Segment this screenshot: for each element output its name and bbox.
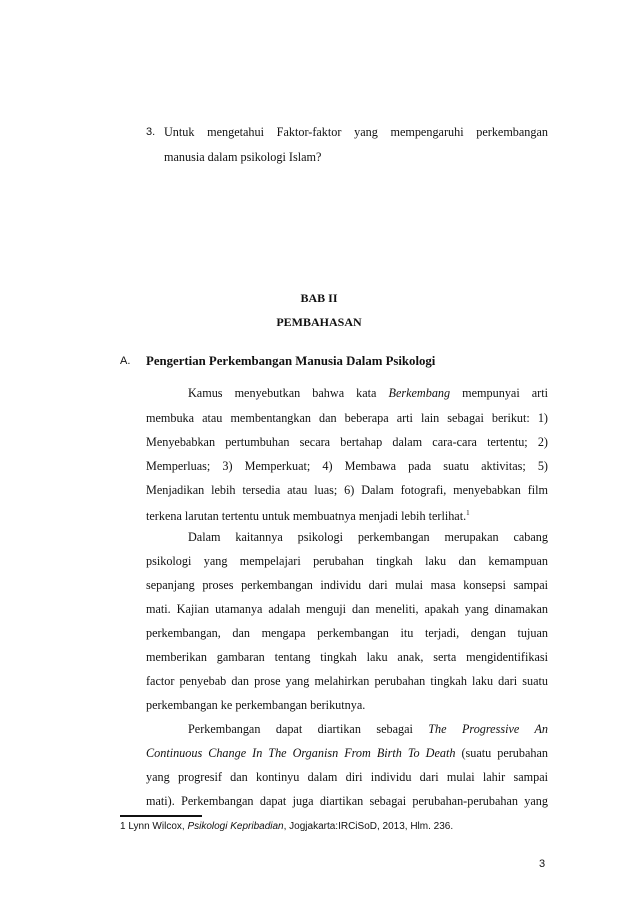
italic-term: Continuous Change In The Organisn From Birth To Death [146, 746, 456, 760]
paragraph-line: mati). Perkembangan dapat juga diartikan sebagai perubahan-perubahan yang [146, 794, 548, 808]
text-run: 1 Lynn Wilcox, [120, 821, 188, 832]
paragraph-line: Menjadikan lebih tersedia atau luas; 6) Dalam fotografi, menyebabkan film [146, 483, 548, 497]
paragraph-line: perkembangan, dan mengapa perkembangan itu terjadi, dengan tujuan [146, 626, 548, 640]
paragraph-line [188, 385, 548, 401]
paragraph-line: sepanjang proses perkembangan individu dari mulai masa konsepsi sampai [146, 578, 548, 592]
italic-term: Psikologi Kepribadian [187, 821, 284, 832]
list-item-line: manusia dalam psikologi Islam? [164, 150, 322, 164]
footnote [120, 821, 453, 832]
paragraph-line [188, 721, 548, 737]
text-run: Perkembangan dapat diartikan sebagai [188, 722, 429, 736]
footnote-separator [120, 815, 202, 817]
paragraph-line: yang progresif dan kontinyu dalam diri individu dari mulai lahir sampai [146, 770, 548, 784]
text-run: Kamus menyebutkan bahwa kata [188, 386, 389, 400]
italic-term: The Progressive An [428, 722, 548, 736]
text-run: mempunyai arti [450, 386, 548, 400]
text-run: , Jogjakarta:IRCiSoD, 2013, Hlm. 236. [283, 821, 454, 832]
list-number: 3. [146, 126, 156, 138]
paragraph-line: membuka atau membentangkan dan beberapa arti lain sebagai berikut: 1) [146, 411, 548, 425]
paragraph-line: memberikan gambaran tentang tingkah laku anak, serta mengidentifikasi [146, 650, 548, 664]
text-run: terkena larutan tertentu untuk membuatnya menjadi lebih terlihat. [146, 509, 467, 523]
italic-term: Berkembang [388, 386, 451, 400]
section-title: Pengertian Perkembangan Manusia Dalam Psikologi [146, 354, 436, 368]
chapter-label: BAB II [300, 291, 338, 305]
paragraph-line: mati. Kajian utamanya adalah menguji dan meneliti, apakah yang dinamakan [146, 602, 548, 616]
paragraph-line: Dalam kaitannya psikologi perkembangan merupakan cabang [188, 530, 548, 544]
section-letter: A. [120, 355, 131, 367]
chapter-title: PEMBAHASAN [276, 315, 362, 329]
paragraph-line: psikologi yang mempelajari perubahan tingkah laku dan kemampuan [146, 554, 548, 568]
list-item-line: Untuk mengetahui Faktor-faktor yang mempengaruhi perkembangan [164, 125, 548, 139]
text-run: (suatu perubahan [455, 746, 548, 760]
paragraph-line [146, 745, 548, 761]
footnote-ref[interactable]: 1 [466, 509, 470, 517]
paragraph-line: Memperluas; 3) Memperkuat; 4) Membawa pada suatu aktivitas; 5) [146, 459, 548, 473]
paragraph-line: factor penyebab dan prose yang melahirkan perubahan tingkah laku dari suatu [146, 674, 548, 688]
paragraph-line: Menyebabkan pertumbuhan secara bertahap dalam cara-cara tertentu; 2) [146, 435, 548, 449]
page-number: 3 [539, 858, 546, 870]
paragraph-line: perkembangan ke perkembangan berikutnya. [146, 698, 366, 712]
paragraph-line [146, 505, 548, 524]
